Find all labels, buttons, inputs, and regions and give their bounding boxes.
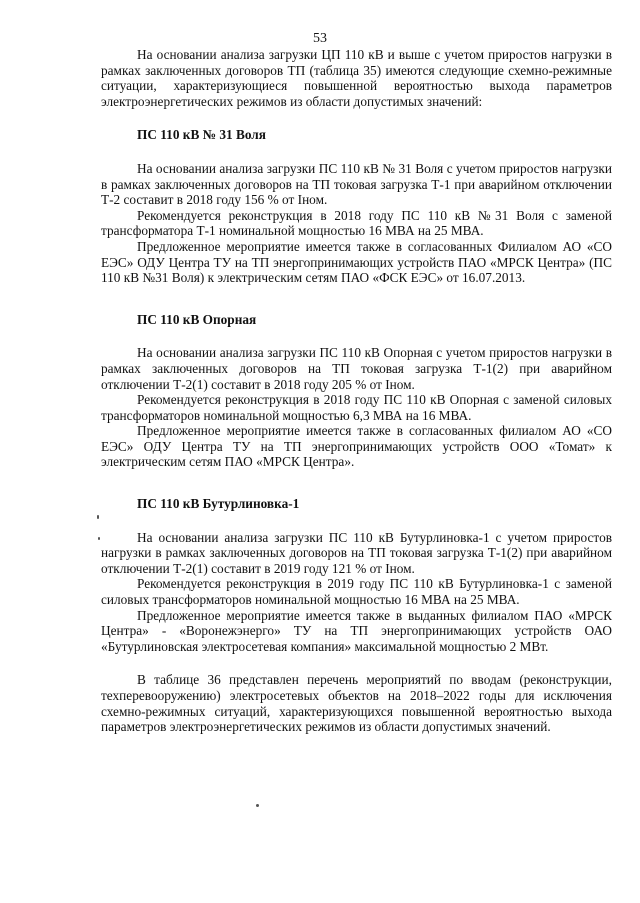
section-paragraph: Предложенное мероприятие имеется также в согласованных Филиалом АО «СО ЕЭС» ОДУ Центра ТУ на ТП энергопринимающих устройств ПАО «МРСК Центра» (ПС 110 кВ №31 Воля) к электрическим сетям ПАО «ФСК ЕЭС» от 16.07.2013. [101,238,612,286]
section-heading-opornaya: ПС 110 кВ Опорная [137,311,257,327]
closing-paragraph: В таблице 36 представлен перечень мероприятий по вводам (реконструкции, техперевооружению) электросетевых объектов на 2018–2022 годы для исключения схемно-режимных ситуаций, характеризующихся повышенной вероятностью выхода параметров электроэнергетических режимов из области допустимых значений. [101,672,612,735]
section-paragraph: Рекомендуется реконструкция в 2018 году ПС 110 кВ Опорная с заменой силовых трансформаторов номинальной мощностью 6,3 МВА на 16 МВА. [101,392,612,423]
section-paragraph: На основании анализа загрузки ПС 110 кВ № 31 Воля с учетом приростов нагрузки в рамках заключенных договоров на ТП токовая загрузка Т-1 при аварийном отключении Т-2 составит в 2018 году 156 % от Iном. [101,160,612,208]
section-paragraph: Предложенное мероприятие имеется также в выданных филиалом ПАО «МРСК Центра» - «Воронежэнерго» ТУ на ТП энергопринимающих устройств ОАО «Бутурлиновская электросетевая компания» максимальной мощностью 2 МВт. [101,607,612,654]
section-paragraph: На основании анализа загрузки ПС 110 кВ Бутурлиновка-1 с учетом приростов нагрузки в рамках заключенных договоров на ТП токовая загрузка Т-1(2) при аварийном отключении Т-2(1) составит в 2019 году 121 % от Iном. [101,529,612,576]
scan-speck [256,804,259,807]
document-body [101,47,612,735]
section-paragraph: Предложенное мероприятие имеется также в согласованных филиалом АО «СО ЕЭС» ОДУ Центра ТУ на ТП энергопринимающих устройств ООО «Томат» к электрическим сетям ПАО «МРСК Центра». [101,423,612,470]
scan-speck [97,515,99,519]
intro-paragraph: На основании анализа загрузки ЦП 110 кВ и выше с учетом приростов нагрузки в рамках заключенных договоров ТП (таблица 35) имеются следующие схемно-режимные ситуации, характеризующиеся повышенной вероятностью выхода параметров электроэнергетических режимов из области допустимых значений: [101,47,612,109]
section-paragraph: Рекомендуется реконструкция в 2018 году ПС 110 кВ №31 Воля с заменой трансформатора Т-1 номинальной мощностью 16 МВА на 25 МВА. [101,207,612,239]
section-heading-buturlinovka: ПС 110 кВ Бутурлиновка-1 [137,496,300,512]
section-heading-volya: ПС 110 кВ № 31 Воля [137,127,266,143]
scan-speck [98,537,100,540]
page-number: 53 [313,31,327,46]
section-paragraph: На основании анализа загрузки ПС 110 кВ Опорная с учетом приростов нагрузки в рамках заключенных договоров на ТП токовая загрузка Т-1(2) при аварийном отключении Т-2(1) составит в 2018 году 205 % от Iном. [101,345,612,392]
section-paragraph: Рекомендуется реконструкция в 2019 году ПС 110 кВ Бутурлиновка-1 с заменой силовых трансформаторов номинальной мощностью 16 МВА на 25 МВА. [101,576,612,608]
